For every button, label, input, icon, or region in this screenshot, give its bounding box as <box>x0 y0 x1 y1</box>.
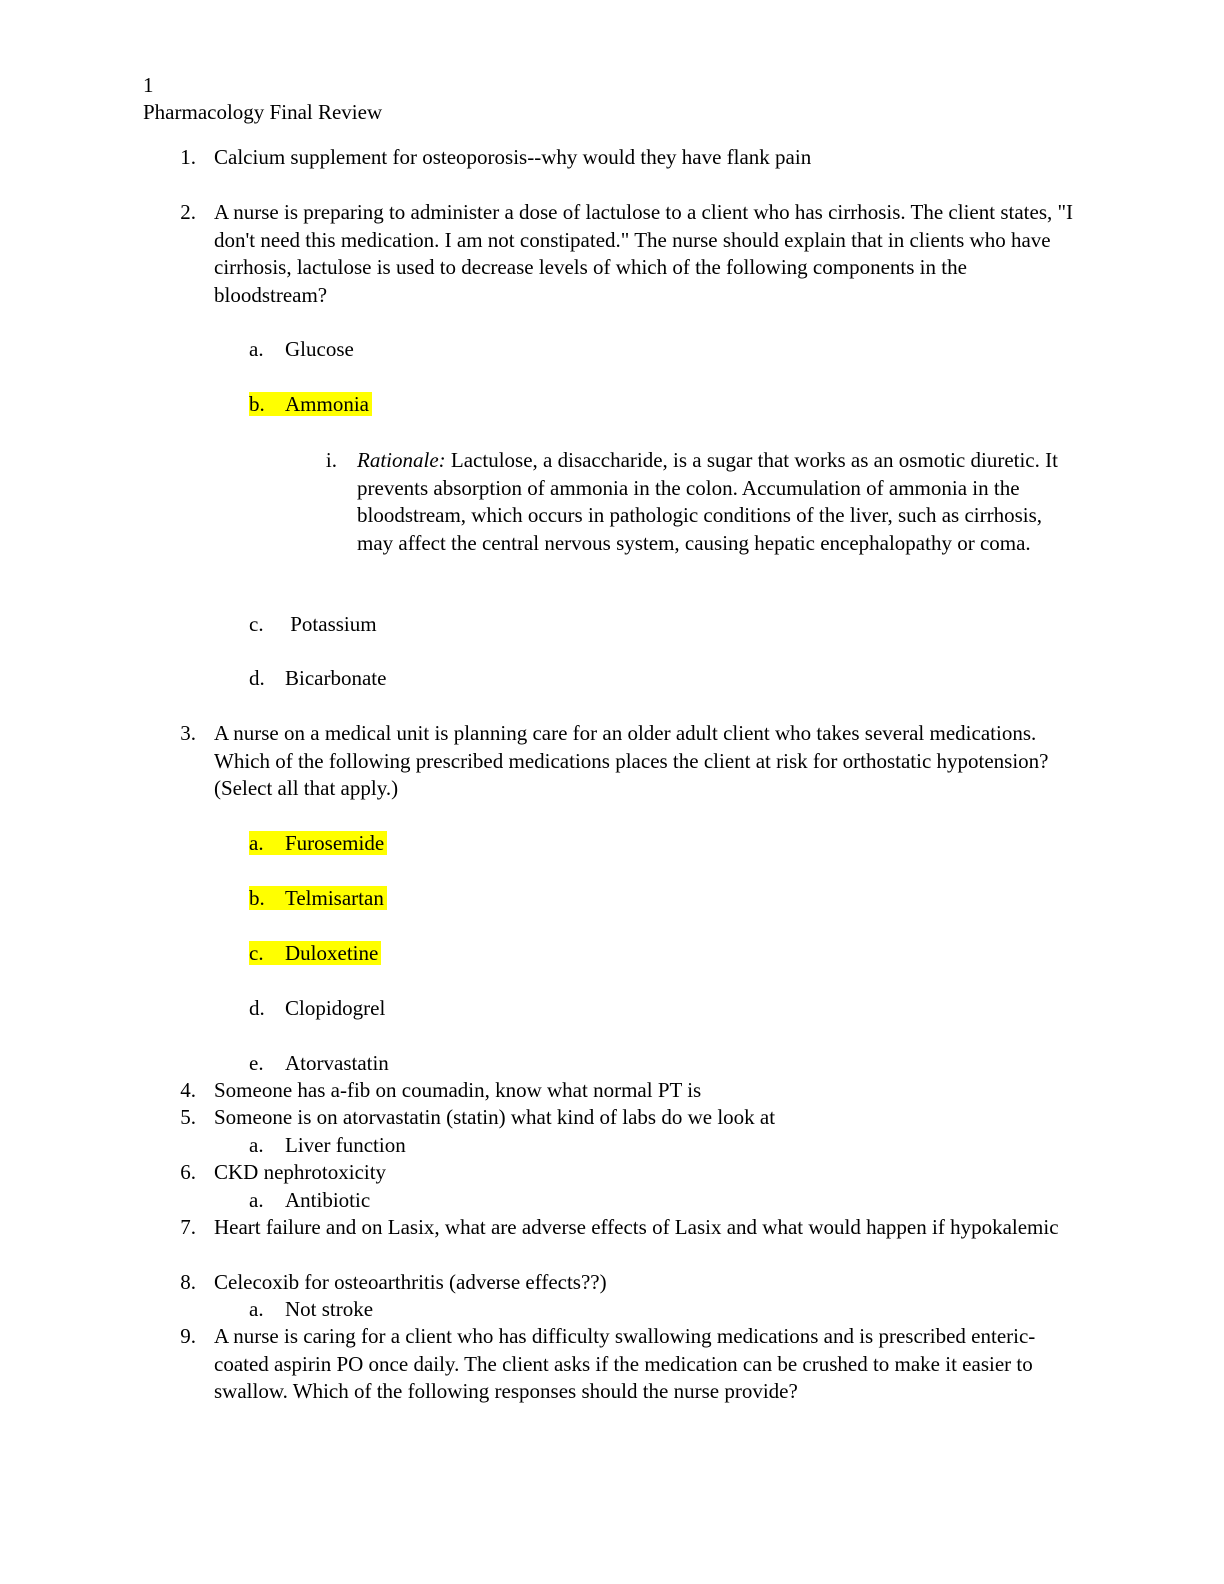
list-item <box>166 1104 1076 1132</box>
item-text: CKD nephrotoxicity <box>214 1160 387 1184</box>
list-item <box>166 1159 1076 1187</box>
rationale-number: i. <box>325 448 337 472</box>
answer-option <box>249 611 949 639</box>
option-text: Furosemide <box>285 831 385 855</box>
list-item <box>166 1214 1076 1242</box>
option-text: Ammonia <box>285 392 369 416</box>
item-text: Someone is on atorvastatin (statin) what kind of labs do we look at <box>214 1105 776 1129</box>
item-number: 1. <box>180 145 196 169</box>
answer-option <box>249 336 949 364</box>
page-number: 1 <box>143 73 154 97</box>
question-text: A nurse is preparing to administer a dose of lactulose to a client who has cirrhosis. The client states, "I don't need this medication. I am not constipated." The nurse should explain that in clients who have cirrhosis, lactulose is used to decrease levels of which of the following components in the bloodstream? <box>214 200 1074 307</box>
highlight <box>249 886 387 910</box>
sub-item-letter: a. <box>249 1188 264 1212</box>
option-letter: a. <box>249 831 264 855</box>
option-letter: a. <box>249 337 264 361</box>
rationale-body: Lactulose, a disaccharide, is a sugar that works as an osmotic diuretic. It prevents absorption of ammonia in the colon. Accumulation of ammonia in the bloodstream, which occurs in pathologic conditions of the liver, such as cirrhosis, may affect the central nervous system, causing hepatic encephalopathy or coma. <box>357 448 1058 555</box>
option-text: Telmisartan <box>285 886 384 910</box>
highlight <box>249 392 372 416</box>
question-text: A nurse is caring for a client who has difficulty swallowing medications and is prescribed enteric-coated aspirin PO once daily. The client asks if the medication can be crushed to make it easier to swallow. Which of the following responses should the nurse provide? <box>214 1324 1036 1403</box>
answer-option-highlighted <box>249 391 949 419</box>
option-text: Bicarbonate <box>285 666 387 690</box>
sub-item-text: Not stroke <box>285 1297 374 1321</box>
answer-option-highlighted <box>249 885 949 913</box>
list-item <box>166 1269 1076 1297</box>
answer-option-highlighted <box>249 940 949 968</box>
item-number: 8. <box>180 1270 196 1294</box>
option-text: Potassium <box>285 612 377 636</box>
document-title: Pharmacology Final Review <box>143 100 383 124</box>
answer-option-highlighted <box>249 830 949 858</box>
sub-item-letter: a. <box>249 1133 264 1157</box>
list-item <box>166 1323 1076 1406</box>
list-item <box>166 1077 1076 1105</box>
sub-item <box>249 1187 949 1215</box>
option-text: Atorvastatin <box>285 1051 389 1075</box>
item-text: Someone has a-fib on coumadin, know what normal PT is <box>214 1078 702 1102</box>
item-number: 5. <box>180 1105 196 1129</box>
sub-item-text: Antibiotic <box>285 1188 371 1212</box>
highlight <box>249 941 381 965</box>
option-letter: b. <box>249 392 265 416</box>
item-text: Heart failure and on Lasix, what are adverse effects of Lasix and what would happen if hypokalemic <box>214 1215 1059 1239</box>
item-number: 2. <box>180 200 196 224</box>
list-item <box>166 144 1076 172</box>
answer-option <box>249 665 949 693</box>
option-letter: c. <box>249 612 264 636</box>
list-item <box>166 720 1076 803</box>
rationale <box>300 447 1070 557</box>
option-text: Clopidogrel <box>285 996 386 1020</box>
answer-option <box>249 1050 949 1078</box>
option-text: Glucose <box>285 337 354 361</box>
item-number: 9. <box>180 1324 196 1348</box>
question-text: A nurse on a medical unit is planning care for an older adult client who takes several medications. Which of the following prescribed medications places the client at risk for orthostatic hypotension? (Select all that apply.) <box>214 721 1049 800</box>
option-letter: d. <box>249 996 265 1020</box>
item-number: 4. <box>180 1078 196 1102</box>
option-letter: c. <box>249 941 264 965</box>
item-number: 3. <box>180 721 196 745</box>
rationale-text <box>357 447 1070 557</box>
option-letter: e. <box>249 1051 264 1075</box>
item-text: Celecoxib for osteoarthritis (adverse effects??) <box>214 1270 607 1294</box>
sub-item-letter: a. <box>249 1297 264 1321</box>
answer-option <box>249 995 949 1023</box>
option-letter: d. <box>249 666 265 690</box>
highlight <box>249 831 387 855</box>
item-number: 6. <box>180 1160 196 1184</box>
option-letter: b. <box>249 886 265 910</box>
list-item <box>166 199 1076 309</box>
option-text: Duloxetine <box>285 941 379 965</box>
sub-item-text: Liver function <box>285 1133 406 1157</box>
item-number: 7. <box>180 1215 196 1239</box>
rationale-label: Rationale: <box>357 448 446 472</box>
item-text: Calcium supplement for osteoporosis--why would they have flank pain <box>214 145 812 169</box>
sub-item <box>249 1296 949 1324</box>
sub-item <box>249 1132 949 1160</box>
